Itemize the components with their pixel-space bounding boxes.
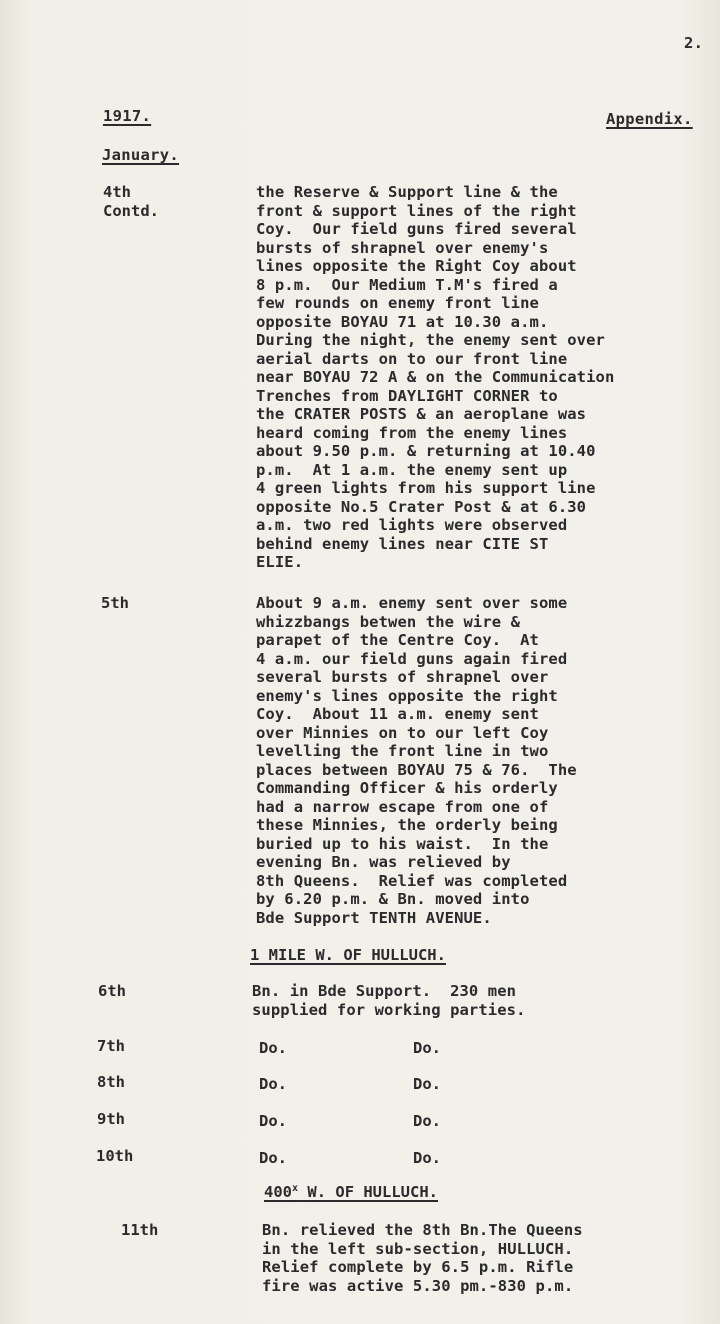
entry-date: 4th Contd. [103,183,159,220]
location-superscript: x [292,1183,299,1194]
page-number: 2. [684,34,704,52]
ditto-mark: Do. [413,1039,441,1057]
entry-text: Bn. in Bde Support. 230 men supplied for working parties. [252,982,526,1019]
ditto-mark: Do. [259,1149,287,1167]
ditto-mark: Do. [413,1112,441,1130]
ditto-mark: Do. [259,1075,287,1093]
ditto-mark: Do. [259,1112,287,1130]
ditto-mark: Do. [259,1039,287,1057]
entry-date: 11th [121,1221,159,1239]
entry-date: 7th [97,1037,125,1055]
entry-date: 9th [97,1110,125,1128]
appendix-heading: Appendix. [606,110,693,128]
entry-date: 8th [97,1073,125,1091]
entry-date: 6th [98,982,126,1000]
entry-date: 10th [96,1147,134,1165]
entry-text: About 9 a.m. enemy sent over some whizzbangs betwen the wire & parapet of the Centre Coy. At 4 a.m. our field guns again fired several bursts of shrapnel over enemy's lines opposite the right Coy. About 11 a.m. enemy sent over Minnies on to our left Coy levelling the front line in two places between BOYAU 75 & 76. The Commanding Officer & his orderly had a narrow escape from one of these Minnies, the orderly being buried up to his waist. In the evening Bn. was relieved by 8th Queens. Relief was completed by 6.20 p.m. & Bn. moved into Bde Support TENTH AVENUE. [256,594,577,927]
entry-text: Bn. relieved the 8th Bn.The Queens in the left sub-section, HULLUCH. Relief complete by 6.5 p.m. Rifle fire was active 5.30 pm.-830 p.m. [262,1221,583,1295]
month-heading: January. [102,146,180,164]
location-heading [264,1183,438,1201]
location-heading: 1 MILE W. OF HULLUCH. [250,946,446,964]
location-name: W. OF HULLUCH. [298,1183,439,1202]
entry-date: 5th [101,594,129,612]
entry-text: the Reserve & Support line & the front & support lines of the right Coy. Our field guns fired several bursts of shrapnel over enemy's lines opposite the Right Coy about 8 p.m. Our Medium T.M's fired a few rounds on enemy front line opposite BOYAU 71 at 10.30 a.m. During the night, the enemy sent over aerial darts on to our front line near BOYAU 72 A & on the Communication Trenches from DAYLIGHT CORNER to the CRATER POSTS & an aeroplane was heard coming from the enemy lines about 9.50 p.m. & returning at 10.40 p.m. At 1 a.m. the enemy sent up 4 green lights from his support line opposite No.5 Crater Post & at 6.30 a.m. two red lights were observed behind enemy lines near CITE ST ELIE. [256,183,615,571]
location-distance: 400 [264,1183,292,1202]
ditto-mark: Do. [413,1075,441,1093]
ditto-mark: Do. [413,1149,441,1167]
year-heading: 1917. [103,107,152,125]
